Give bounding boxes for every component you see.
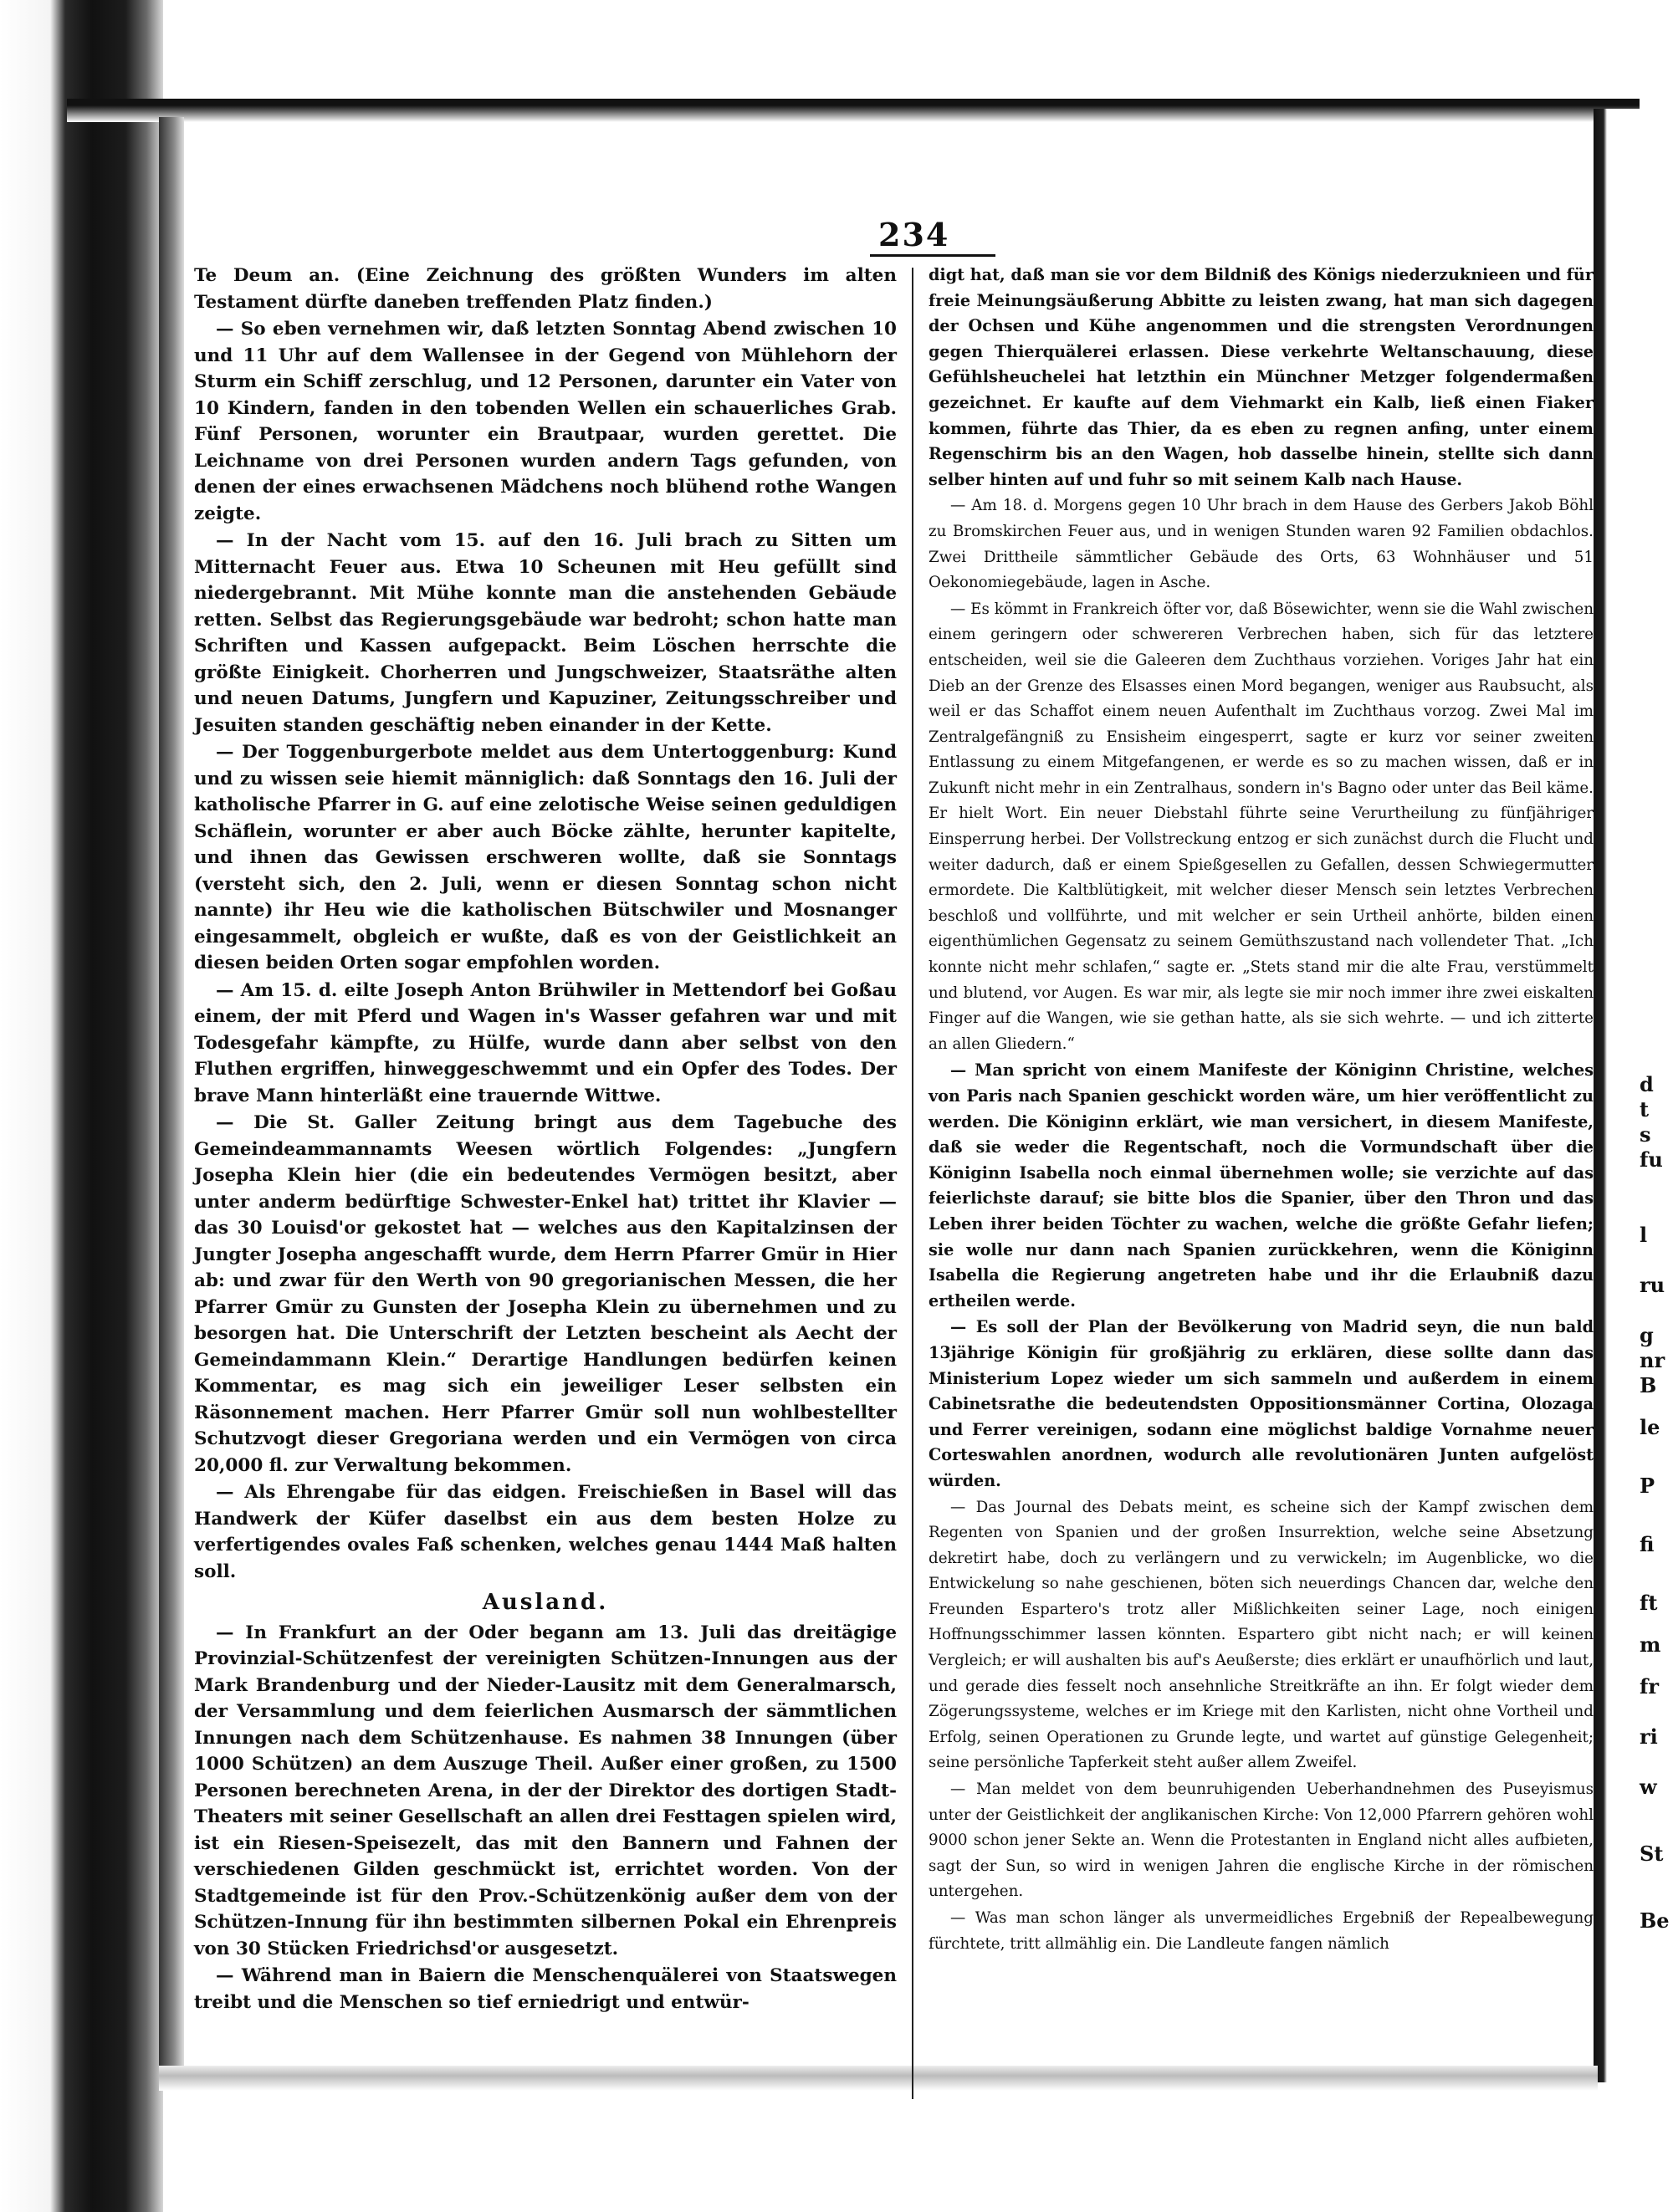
left-text-column bbox=[194, 263, 897, 2016]
article-paragraph: digt hat, daß man sie vor dem Bildniß des Königs niederzuknieen und für freie Meinungsäußerung Abbitte zu leisten zwang, hat man sich dagegen der Ochsen und Kühe angenommen und die strengsten Verordnungen gegen Thierquälerei erlassen. Diese verkehrte Weltanschauung, diese Gefühlsheuchelei hat letzthin ein Münchner Metzger folgendermaßen gezeichnet. Er kaufte auf dem Viehmarkt ein Kalb, ließ einen Fiaker kommen, führte das Thier, da es eben zu regnen anfing, unter einem Regenschirm bis an den Wagen, hob dasselbe hinein, stellte sich dann selber hinten auf und fuhr so mit seinem Kalb nach Hause. bbox=[929, 265, 1594, 489]
right-text-column bbox=[929, 263, 1594, 1958]
facing-page-fragment: Be bbox=[1640, 1908, 1670, 1933]
article-paragraph: — Als Ehrengabe für das eidgen. Freischießen in Basel will das Handwerk der Küfer daselbst ein aus dem besten Holze zu verfertigendes ovales Faß schenken, welches genau 1444 Maß halten soll. bbox=[194, 1482, 897, 1582]
page-number-rule bbox=[870, 254, 995, 257]
facing-page-fragment: nr bbox=[1640, 1348, 1665, 1372]
page-number: 234 bbox=[878, 216, 950, 253]
book-gutter-shadow bbox=[0, 0, 163, 2212]
section-heading: Ausland. bbox=[482, 1590, 609, 1615]
article-paragraph: — In der Nacht vom 15. auf den 16. Juli brach zu Sitten um Mitternacht Feuer aus. Etwa 10 Scheunen mit Heu gefüllt sind niedergebrannt. Mit Mühe konnte man die anstehenden Gebäude retten. Selbst das Regierungsgebäude war bedroht; schon hatte man Schriften und Kassen aufgepackt. Beim Löschen herrschte die größte Einigkeit. Chorherren und Jungschweizer, Staatsräthe alten und neuen Datums, Jungfern und Kapuziner, Zeitungsschreiber und Jesuiten standen geschäftig neben einander in der Kette. bbox=[194, 530, 897, 736]
article-paragraph: — So eben vernehmen wir, daß letzten Sonntag Abend zwischen 10 und 11 Uhr auf dem Wallensee in der Gegend von Mühlehorn der Sturm ein Schiff zerschlug, und 12 Personen, darunter ein Vater von 10 Kindern, fanden in den tobenden Wellen ein schauerliches Grab. Fünf Personen, worunter ein Brautpaar, wurden gerettet. Die Leichname von drei Personen wurden andern Tags gefunden, von denen der eines erwachsenen Mädchens noch blühend rothe Wangen zeigte. bbox=[194, 319, 897, 524]
facing-page-fragment: s bbox=[1640, 1122, 1651, 1147]
facing-page-fragment: St bbox=[1640, 1842, 1664, 1866]
facing-page-fragment: m bbox=[1640, 1632, 1661, 1657]
article-paragraph: — Es kömmt in Frankreich öfter vor, daß Bösewichter, wenn sie die Wahl zwischen einem geringern oder schwereren Verbrechen haben, sich für das letztere entscheiden, weil sie die Galeeren dem Zuchthaus vorziehen. Voriges Jahr hat ein Dieb an der Grenze des Elsasses einen Mord begangen, weniger aus Raubsucht, als weil er das Schaffot einem neuen Aufenthalt im Zuchthaus vorzog. Zwei Mal im Zentralgefängniß zu Ensisheim eingesperrt, sagte er kurz vor seiner zweiten Entlassung zu einem Mitgefangenen, er werde es so zu machen wissen, daß er in Zukunft nicht mehr in ein Zentralhaus, sondern in's Bagno oder unter das Beil käme. Er hielt Wort. Ein neuer Diebstahl führte seine Verurtheilung zu fünfjähriger Einsperrung herbei. Der Vollstreckung entzog er sich zunächst durch die Flucht und weiter dadurch, daß er einem Spießgesellen zu Gefallen, dessen Schwiegermutter ermordete. Die Kaltblütigkeit, mit welcher dieser Mensch sein letztes Verbrechen beschloß und vollführte, und mit welcher er sein Urtheil anhörte, bilden einen eigenthümlichen Gegensatz zu seinem Gemüthszustand nach vollendeter That. „Ich konnte nicht mehr schlafen,“ sagte er. „Stets stand mir die alte Frau, verstümmelt und blutend, vor Augen. Es war mir, als legte sie mir noch immer ihre zwei eiskalten Finger auf die Wangen, wie sie gethan hatte, als sie sich wehrte. — und ich zitterte an allen Gliedern.“ bbox=[929, 600, 1594, 1053]
page-bottom-edge bbox=[159, 2066, 1598, 2091]
facing-page-fragment: ft bbox=[1640, 1591, 1658, 1615]
article-paragraph: — Das Journal des Debats meint, es scheine sich der Kampf zwischen dem Regenten von Spanien und der großen Insurrektion, welche seine Absetzung dekretirt habe, doch zu verlängern und zu verwickeln; im Augenblicke, wo die Entwickelung so nahe geschienen, böten sich neuerdings Chancen dar, welche den Freunden Espartero's trotz aller Mißlichkeiten seiner Lage, noch einigen Hoffnungsschimmer lassen könnten. Espartero gibt nicht nach; er will keinen Vergleich; er will aushalten bis auf's Aeußerste; dies erklärt er unaufhörlich und laut, und gerade dies fesselt noch ansehnliche Streitkräfte an ihn. Er folgt wieder dem Zögerungssysteme, welches er im Kriege mit den Karlisten, nicht ohne Vortheil und Erfolg, seinen Operationen zu Grunde legte, und wartet auf günstige Gelegenheit; seine persönliche Tapferkeit steht außer allem Zweifel. bbox=[929, 1498, 1594, 1772]
article-paragraph: — Die St. Galler Zeitung bringt aus dem Tagebuche des Gemeindeammannamts Weesen wörtlich Folgendes: „Jungfern Josepha Klein hier (die ein bedeutendes Vermögen besitzt, aber unter anderm bedürftige Schwester-Enkel hat) trittet ihr Klavier — das 30 Louisd'or gekostet hat — welches aus den Kapitalzinsen der Jungter Josepha angeschafft wurde, dem Herrn Pfarrer Gmür in Hier ab: und zwar für den Werth von 90 gregorianischen Messen, die her Pfarrer Gmür zu Gunsten der Josepha Klein zu übernehmen und zu besorgen hat. Die Unterschrift der Letzten bescheint als Aecht der Gemeindammann Klein.“ Derartige Handlungen bedürfen keinen Kommentar, es mag sich ein jeweiliger Leser selbsten ein Räsonnement machen. Herr Pfarrer Gmür soll nun wohlbestellter Schutzvogt dieser Gregoriana werden und ein Vermögen von circa 20,000 fl. zur Verwaltung bekommen. bbox=[194, 1112, 897, 1476]
article-paragraph: — Am 18. d. Morgens gegen 10 Uhr brach in dem Hause des Gerbers Jakob Böhl zu Bromskirchen Feuer aus, und in wenigen Stunden waren 92 Familien obdachlos. Zwei Drittheile sämmtlicher Gebäude des Orts, 63 Wohnhäuser und 51 Oekonomiegebäude, lagen in Asche. bbox=[929, 497, 1594, 592]
article-paragraph: — Während man in Baiern die Menschenquälerei von Staatswegen treibt und die Menschen so tief erniedrigt und entwür- bbox=[194, 1965, 897, 2013]
article-paragraph: — Am 15. d. eilte Joseph Anton Brühwiler in Mettendorf bei Goßau einem, der mit Pferd und Wagen in's Wasser gefahren war und mit Todesgefahr kämpfte, zu Hülfe, wurde dann aber selbst von den Fluthen ergriffen, hinweggeschwemmt und ein Opfer des Todes. Der brave Mann hinterläßt eine trauernde Wittwe. bbox=[194, 979, 897, 1106]
article-paragraph: — In Frankfurt an der Oder begann am 13. Juli das dreitägige Provinzial-Schützenfest der vereinigten Schützen-Innungen aus der Mark Brandenburg und der Nieder-Lausitz mit dem Generalmarsch, der Versammlung und dem feierlichen Ausmarsch der sämmtlichen Innungen nach dem Schützenhause. Es nahmen 38 Innungen (über 1000 Schützen) an dem Auszuge Theil. Außer einer großen, zu 1500 Personen berechneten Arena, in der der Direktor des dortigen Stadt-Theaters mit seiner Gesellschaft an allen drei Festtagen spielen wird, ist ein Riesen-Speisezelt, das mit den Bannern und Fahnen der verschiedenen Gilden geschmückt ist, errichtet worden. Von der Stadtgemeinde ist für den Prov.-Schützenkönig außer dem von der Schützen-Innung für ihn bestimmten silbernen Pokal ein Ehrenpreis von 30 Stücken Friedrichsd'or ausgesetzt. bbox=[194, 1622, 897, 1959]
facing-page-fragment: g bbox=[1640, 1323, 1654, 1347]
page-top-edge bbox=[67, 99, 1640, 122]
facing-page-fragment: B bbox=[1640, 1373, 1657, 1397]
article-paragraph: — Was man schon länger als unvermeidliches Ergebniß der Repealbewegung fürchtete, tritt allmählig ein. Die Landleute fangen nämlich bbox=[929, 1909, 1594, 1953]
article-paragraph: — Der Toggenburgerbote meldet aus dem Untertoggenburg: Kund und zu wissen seie hiemit männiglich: daß Sonntags den 16. Juli der katholische Pfarrer in G. auf eine zelotische Weise seinen geduldigen Schäflein, worunter er aber auch Böcke zählte, herunter kapitelte, und ihnen das Gewissen erschweren wollte, daß sie Sonntags (versteht sich, den 2. Juli, wenn er diesen Sonntag schon nicht nannte) ihr Heu wie die katholischen Bütschwiler und Mosnanger eingesammelt, obgleich er wußte, daß es von der Geistlichkeit an diesen beiden Orten sogar empfohlen worden. bbox=[194, 742, 897, 973]
facing-page-fragment: fi bbox=[1640, 1532, 1655, 1556]
facing-page-fragment: le bbox=[1640, 1415, 1660, 1439]
facing-page-fragment: d bbox=[1640, 1072, 1654, 1096]
facing-page-fragment: w bbox=[1640, 1775, 1657, 1799]
facing-page-fragment: fu bbox=[1640, 1147, 1663, 1172]
page-spine bbox=[159, 117, 184, 2082]
article-paragraph: — Es soll der Plan der Bevölkerung von Madrid seyn, die nun bald 13jährige Königin für großjährig zu erklären, diese sollte dann das Ministerium Lopez wieder um sich sammeln und außerdem in einem Cabinetsrathe die bedeutendsten Oppositionsmänner Cortina, Olozaga und Ferrer vereinigen, sodann eine möglichst baldige Vornahme neuer Corteswahlen anordnen, wodurch alle revolutionären Junten aufgelöst würden. bbox=[929, 1317, 1594, 1490]
article-paragraph: — Man spricht von einem Manifeste der Königinn Christine, welches von Paris nach Spanien geschickt worden wäre, um hier veröffentlicht zu werden. Die Königinn erklärt, wie man versichert, in diesem Manifeste, daß sie weder die Regentschaft, noch die Vormundschaft über die Königinn Isabella noch einmal übernehmen wolle; sie verzichte auf das feierlichste darauf; sie bitte blos die Spanier, über den Thron und das Leben ihrer beiden Töchter zu wachen, welche die größte Gefahr liefen; sie wolle nur dann nach Spanien zurückkehren, wenn die Königinn Isabella die Regierung angetreten habe und ihr die Erlaubniß dazu ertheilen werde. bbox=[929, 1060, 1594, 1310]
facing-page-fragment: ru bbox=[1640, 1273, 1665, 1297]
facing-page-fragment: t bbox=[1640, 1097, 1650, 1121]
facing-page-fragment: fr bbox=[1640, 1674, 1659, 1699]
facing-page-fragment: ri bbox=[1640, 1724, 1658, 1749]
column-divider bbox=[912, 268, 913, 2099]
article-paragraph: — Man meldet von dem beunruhigenden Ueberhandnehmen des Puseyismus unter der Geistlichkeit der anglikanischen Kirche: Von 12,000 Pfarrern gehören wohl 9000 schon jener Sekte an. Wenn die Protestanten in England nicht alles aufbieten, sagt der Sun, so wird in wenigen Jahren die englische Kirche in der römischen untergehen. bbox=[929, 1780, 1594, 1901]
article-paragraph: Te Deum an. (Eine Zeichnung des größten Wunders im alten Testament dürfte daneben treffenden Platz finden.) bbox=[194, 265, 897, 313]
facing-page-fragment: l bbox=[1640, 1223, 1648, 1247]
facing-page-fragment: P bbox=[1640, 1474, 1655, 1498]
